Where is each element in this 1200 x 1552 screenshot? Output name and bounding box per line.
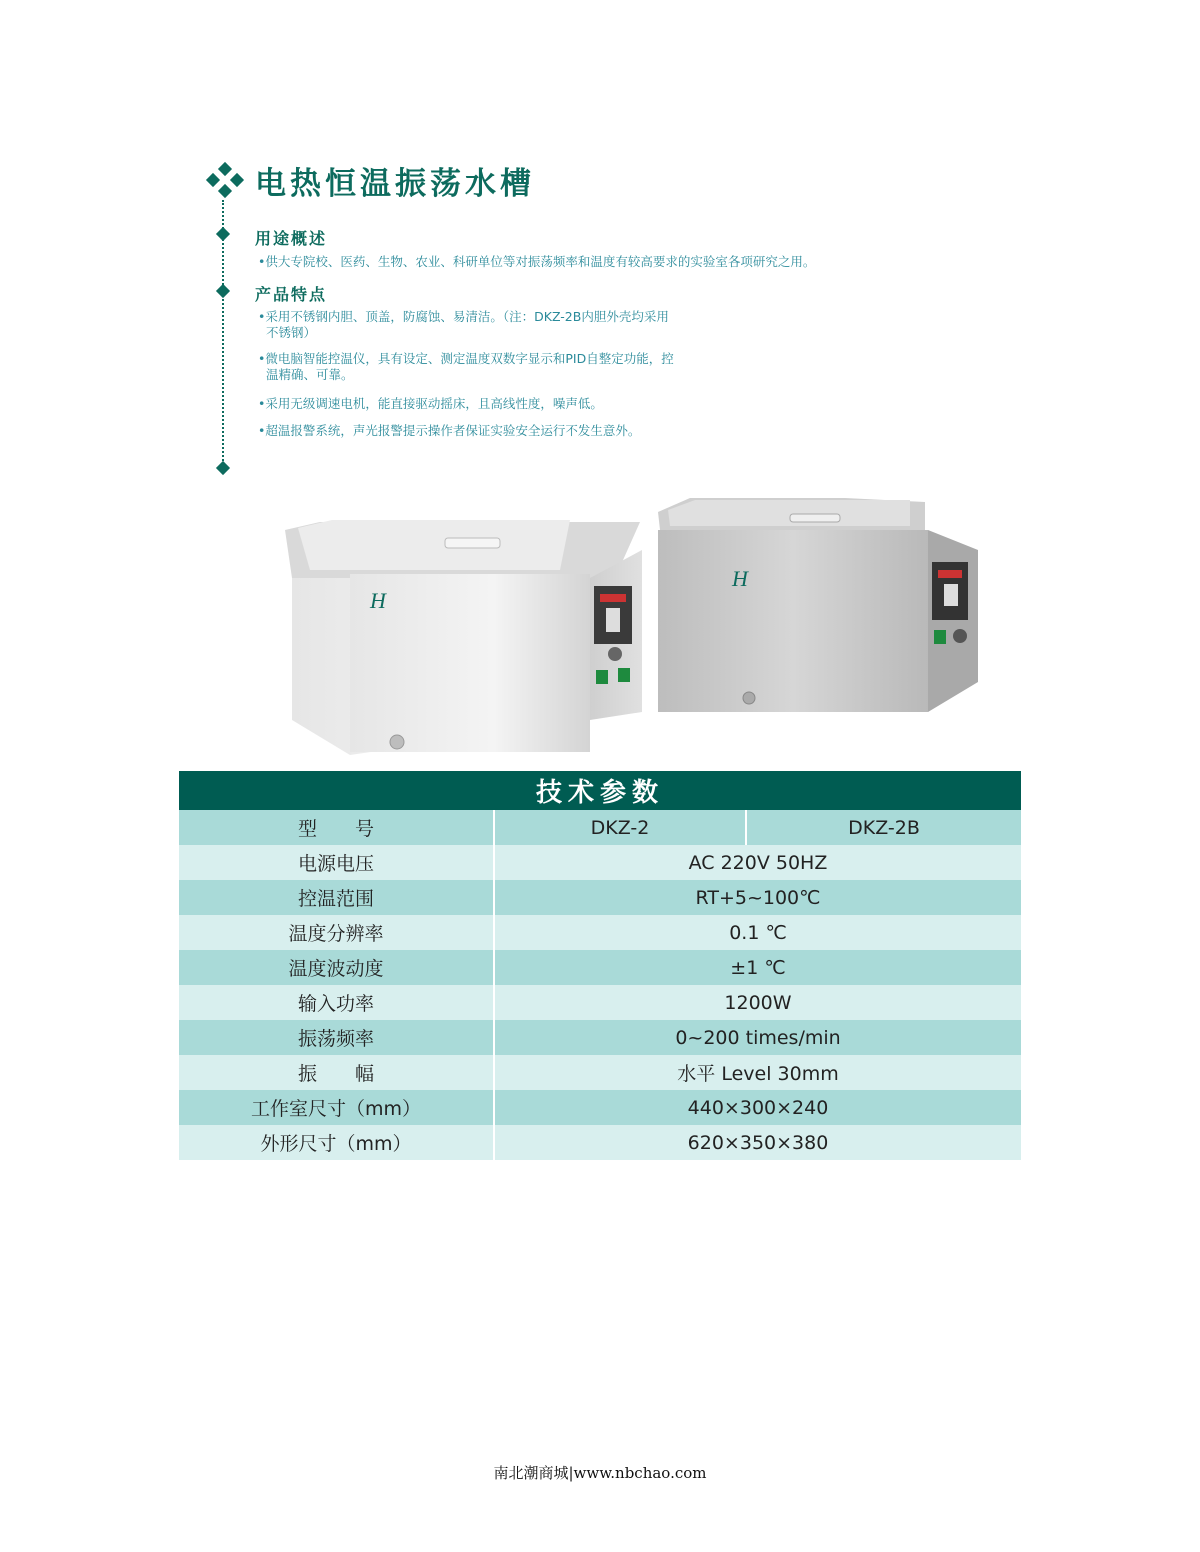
spec-label: 电源电压 [179,845,494,880]
spec-value: 1200W [494,985,1021,1020]
diamond-bullet-icon [216,461,230,475]
spec-table [179,771,1021,1160]
spec-value: ±1 ℃ [494,950,1021,985]
table-row [179,1055,1021,1090]
diamond-cluster-icon [205,160,245,200]
spec-value: 0~200 times/min [494,1020,1021,1055]
feature-item [258,351,674,383]
spec-label: 输入功率 [179,985,494,1020]
table-row [179,985,1021,1020]
table-row [179,950,1021,985]
table-row [179,915,1021,950]
table-row [179,845,1021,880]
spec-label: 工作室尺寸（mm） [179,1090,494,1125]
usage-item: •供大专院校、医药、生物、农业、科研单位等对振荡频率和温度有较高要求的实验室各项研究之用。 [258,254,816,269]
spec-value: 水平 Level 30mm [494,1055,1021,1090]
feature-item [258,309,669,341]
diamond-bullet-icon [216,284,230,298]
feature-item-line: •采用不锈钢内胆、顶盖，防腐蚀、易清洁。（注：DKZ-2B内胆外壳均采用 [258,309,669,324]
table-row [179,1090,1021,1125]
spec-label: 振 幅 [179,1055,494,1090]
feature-item-line: •微电脑智能控温仪，具有设定、测定温度双数字显示和PID自整定功能，控 [258,351,674,366]
spec-label: 控温范围 [179,880,494,915]
table-row [179,1125,1021,1160]
page-title-block [205,158,535,202]
spec-label: 温度波动度 [179,950,494,985]
spec-value: RT+5~100℃ [494,880,1021,915]
diamond-bullet-icon [216,227,230,241]
section-heading-features: 产品特点 [255,285,328,304]
machine-dkz-2b [658,498,978,712]
table-row [179,810,1021,845]
feature-item-line: 温精确、可靠。 [266,367,354,382]
section-heading-usage: 用途概述 [255,229,328,248]
spec-value: 0.1 ℃ [494,915,1021,950]
page-title: 电热恒温振荡水槽 [255,165,535,202]
feature-item: •超温报警系统，声光报警提示操作者保证实验安全运行不发生意外。 [258,423,641,438]
machine-dkz-2 [285,520,642,755]
spec-label: 型 号 [179,810,494,845]
footer-site-link[interactable]: 南北潮商城|www.nbchao.com [493,1464,707,1482]
product-photo [270,490,990,765]
spec-value: 620×350×380 [494,1125,1021,1160]
spec-label: 温度分辨率 [179,915,494,950]
spec-table-title: 技术参数 [179,771,1021,810]
svg-text:H: H [370,588,386,613]
spec-table-title-row [179,771,1021,810]
spec-label: 振荡频率 [179,1020,494,1055]
feature-item-line: 不锈钢） [266,325,317,340]
spec-label: 外形尺寸（mm） [179,1125,494,1160]
spec-value: 440×300×240 [494,1090,1021,1125]
model-name: DKZ-2B [746,810,1021,845]
model-name: DKZ-2 [494,810,746,845]
spec-value: AC 220V 50HZ [494,845,1021,880]
table-row [179,1020,1021,1055]
table-row [179,880,1021,915]
feature-item: •采用无级调速电机，能直接驱动摇床，且高线性度，噪声低。 [258,396,603,411]
svg-text:H: H [732,566,748,591]
